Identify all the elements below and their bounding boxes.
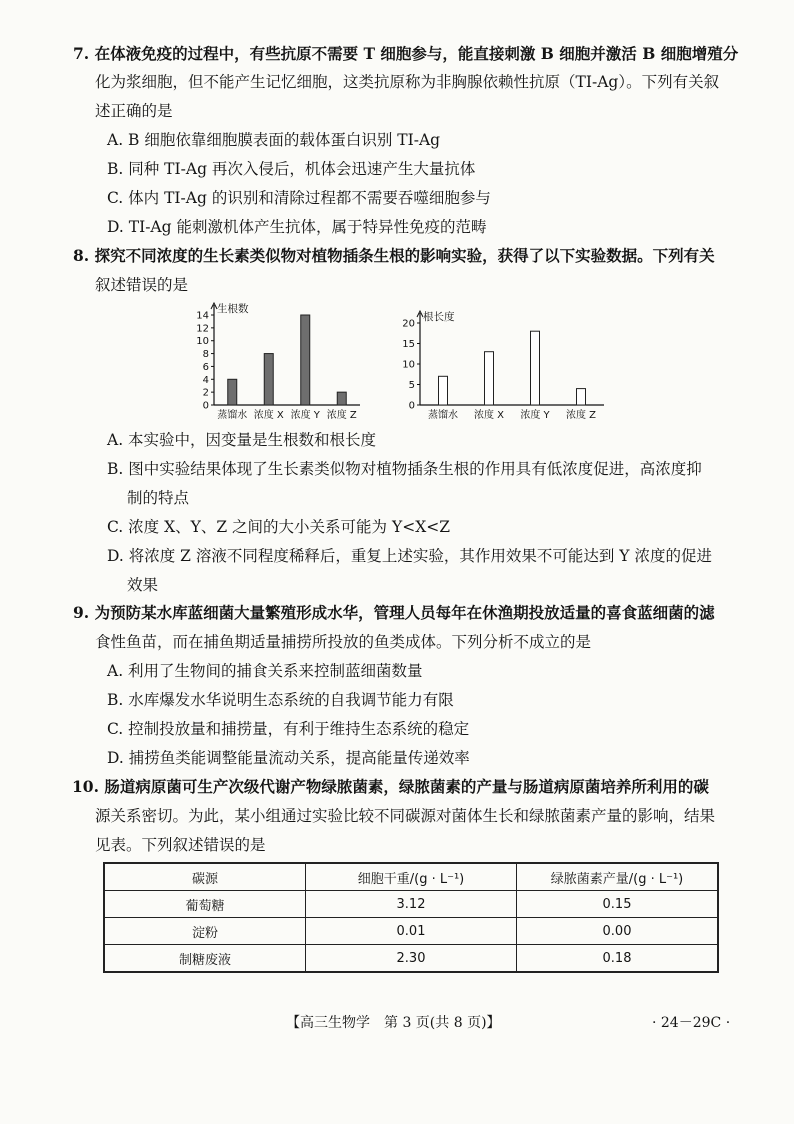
page-footer-code: · 24－29C · — [652, 1015, 731, 1031]
q9-stem-line-2: 食性鱼苗，而在捕鱼期适量捕捞所投放的鱼类成体。下列分析不成立的是 — [95, 633, 592, 651]
chart-bar — [228, 379, 237, 405]
x-category-label: 蒸馏水 — [217, 410, 248, 421]
y-tick-label: 5 — [408, 380, 415, 391]
table-row — [104, 918, 718, 945]
y-tick-label: 12 — [196, 323, 209, 335]
q9-option-d: D. 捕捞鱼类能调整能量流动关系，提高能量传递效率 — [107, 749, 470, 767]
carbon-source-table — [103, 862, 719, 973]
q7-option-c: C. 体内 TI-Ag 的识别和清除过程都不需要吞噬细胞参与 — [107, 189, 491, 207]
table-cell: 2.30 — [306, 945, 517, 973]
q9-option-b: B. 水库爆发水华说明生态系统的自我调节能力有限 — [107, 691, 454, 709]
y-tick-label: 10 — [196, 336, 209, 348]
y-tick-label: 10 — [402, 359, 415, 371]
q7-stem-line-2: 化为浆细胞，但不能产生记忆细胞，这类抗原称为非胸腺依赖性抗原（TI-Ag）。下列有关叙 — [95, 73, 720, 91]
q7-option-d: D. TI-Ag 能刺激机体产生抗体，属于特异性免疫的范畴 — [107, 218, 487, 236]
page-footer-center: 【高三生物学 第 3 页(共 8 页)】 — [286, 1015, 501, 1031]
q10-stem-line-1: 10. 肠道病原菌可生产次级代谢产物绿脓菌素，绿脓菌素的产量与肠道病原菌培养所利用的碳 — [72, 777, 709, 796]
q8-option-a: A. 本实验中，因变量是生根数和根长度 — [107, 431, 377, 449]
root-length-bar-chart — [398, 298, 608, 426]
chart-bar — [531, 331, 540, 405]
q8-option-d: D. 将浓度 Z 溶液不同程度稀释后，重复上述实验，其作用效果不可能达到 Y 浓度的促进 — [107, 547, 712, 565]
y-tick-label: 0 — [408, 400, 415, 412]
q8-stem-line-2: 叙述错误的是 — [95, 276, 189, 294]
y-tick-label: 14 — [196, 310, 209, 322]
q8-option-b-cont: 制的特点 — [127, 489, 190, 507]
q8-stem-line-1: 8. 探究不同浓度的生长素类似物对植物插条生根的影响实验，获得了以下实验数据。下列有关 — [73, 246, 715, 265]
chart-bar — [439, 376, 448, 405]
x-category-label: 浓度 Y — [290, 410, 320, 421]
y-tick-label: 15 — [402, 339, 415, 350]
y-tick-label: 2 — [202, 387, 209, 399]
chart-bar — [301, 315, 310, 405]
q7-stem-line-1: 7. 在体液免疫的过程中，有些抗原不需要 T 细胞参与，能直接刺激 B 细胞并激活 B 细胞增殖分 — [73, 44, 739, 63]
table-cell: 制糖废液 — [104, 945, 306, 973]
table-cell: 3.12 — [306, 891, 517, 918]
q9-option-c: C. 控制投放量和捕捞量，有利于维持生态系统的稳定 — [107, 720, 470, 738]
x-category-label: 浓度 Z — [326, 410, 357, 421]
chart-bar — [337, 392, 346, 405]
y-tick-label: 8 — [202, 349, 209, 361]
table-header-row — [104, 863, 718, 891]
q7-option-a: A. B 细胞依靠细胞膜表面的载体蛋白识别 TI-Ag — [107, 131, 441, 149]
table-header-cell: 细胞干重/(g · L⁻¹) — [306, 863, 517, 891]
chart-bar — [577, 389, 586, 405]
q10-stem-line-2: 源关系密切。为此，某小组通过实验比较不同碳源对菌体生长和绿脓菌素产量的影响，结果 — [95, 807, 716, 825]
table-header-cell: 绿脓菌素产量/(g · L⁻¹) — [517, 863, 719, 891]
q8-option-c: C. 浓度 X、Y、Z 之间的大小关系可能为 Y<X<Z — [107, 518, 450, 536]
x-category-label: 浓度 X — [253, 410, 284, 421]
y-tick-label: 20 — [402, 318, 415, 330]
x-category-label: 浓度 Z — [565, 410, 597, 421]
q7-option-b: B. 同种 TI-Ag 再次入侵后，机体会迅速产生大量抗体 — [107, 160, 476, 178]
table-cell: 葡萄糖 — [104, 891, 306, 918]
q7-stem-line-3: 述正确的是 — [95, 102, 173, 120]
q10-stem-line-3: 见表。下列叙述错误的是 — [95, 836, 266, 854]
x-category-label: 浓度 X — [473, 410, 505, 421]
q8-option-b: B. 图中实验结果体现了生长素类似物对植物插条生根的作用具有低浓度促进，高浓度抑 — [107, 460, 702, 478]
y-tick-label: 6 — [202, 361, 209, 373]
q9-option-a: A. 利用了生物间的捕食关系来控制蓝细菌数量 — [107, 662, 423, 680]
x-category-label: 蒸馏水 — [428, 410, 458, 421]
y-axis-label: 生根数 — [217, 303, 249, 315]
table-cell: 0.00 — [517, 918, 719, 945]
y-tick-label: 4 — [202, 374, 209, 386]
table-row — [104, 945, 718, 973]
q9-stem-line-1: 9. 为预防某水库蓝细菌大量繁殖形成水华，管理人员每年在休渔期投放适量的喜食蓝细菌的滤 — [73, 603, 715, 622]
rooting-count-bar-chart — [192, 298, 362, 426]
table-cell: 0.15 — [517, 891, 719, 918]
chart-bar — [264, 354, 273, 405]
table-header-cell: 碳源 — [104, 863, 306, 891]
chart-bar — [485, 352, 494, 405]
x-category-label: 浓度 Y — [520, 410, 550, 421]
table-cell: 0.18 — [517, 945, 719, 973]
q8-option-d-cont: 效果 — [127, 576, 159, 594]
table-row — [104, 891, 718, 918]
table-cell: 淀粉 — [104, 918, 306, 945]
y-axis-label: 根长度 — [423, 311, 455, 323]
y-tick-label: 0 — [202, 400, 209, 412]
table-cell: 0.01 — [306, 918, 517, 945]
